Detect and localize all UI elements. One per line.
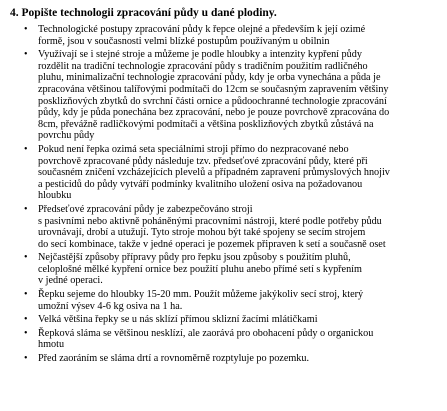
list-item-line: hmotu [38, 339, 65, 351]
list-item-line: formě, jsou v současnosti velmi blízké postupům používaným u obilnin [38, 35, 330, 47]
bullet-icon: • [24, 24, 28, 35]
list-item-line: pluhu, minimalizační technologie zpracování půdy, kdy je orba vynechána a půda je [38, 72, 381, 84]
list-item-line: Předseťové zpracování půdy je zabezpečováno stroji [38, 203, 253, 215]
bullet-icon: • [24, 327, 28, 339]
list-item-line: Před zaoráním se sláma drtí a rovnoměrně rozptyluje po pozemku. [38, 353, 310, 365]
list-item-line: do secí kombinace, takže v jedné operaci je pozemek připraven k setí a současně oset [38, 238, 386, 250]
list-item-line: Pokud není řepka ozimá seta speciálními stroji přímo do nezpracované nebo [38, 143, 349, 155]
list-item-line: celoplošné mělké kypření ornice bez použití pluhu anebo přímé setí s kypřením [38, 263, 362, 275]
list-item-line: Řepku sejeme do hloubky 15-20 mm. Použít můžeme jakýkoliv secí stroj, který [38, 289, 364, 301]
list-item-line: posklizňových zbytků do svrchní části ornice a půdoochranné technologie zpracování [38, 95, 387, 107]
bullet-icon: • [24, 314, 28, 326]
list-item [24, 353, 437, 365]
list-item [24, 314, 437, 326]
list-item-line: půdy, kdy je půda ponechána bez zpracování, nebo je pouze povrchově zpracována do [38, 107, 390, 119]
list-item-line: a pesticidů do půdy vytváří podmínky kvalitního uložení osiva na požadovanou [38, 178, 363, 190]
list-item-line: Technologické postupy zpracování půdy k řepce olejné a především k její ozimé [38, 24, 366, 35]
bullet-icon: • [24, 252, 28, 264]
list-item-line: rozdělit na tradiční technologie zpracování půdy s tradičním použitím radličného [38, 60, 368, 72]
bullet-icon: • [24, 143, 28, 155]
bullet-icon: • [24, 203, 28, 215]
list-item-line: urovnávají, drobí a utužují. Tyto stroje mohou být také spojeny se secím strojem [38, 227, 366, 239]
bullet-icon: • [24, 289, 28, 301]
list-item-line: s pasivními nebo aktivně poháněnými pracovními nástroji, které podle potřeby půdu [38, 215, 382, 227]
bullet-icon: • [24, 49, 28, 61]
list-item [24, 327, 437, 351]
list-item-line: v jedné operaci. [38, 275, 103, 287]
list-item-line: Nejčastější způsoby přípravy půdy pro řepku jsou způsoby s použitím pluhů, [38, 252, 351, 264]
list-item-line: povrchu půdy [38, 130, 95, 142]
section-heading: 4. Popište technologii zpracování půdy u dané plodiny. [10, 7, 277, 19]
list-item [24, 143, 437, 202]
list-item-line: Řepková sláma se většinou nesklízí, ale zaorává pro obohacení půdy o organickou [38, 327, 374, 339]
list-item-line: zpracována většinou talířovými podmítači do 12cm se současným zapravením většiny [38, 83, 389, 95]
list-item-line: povrchově zpracované půdy následuje tzv. předseťové zpracování půdy, které při [38, 155, 368, 167]
list-item-line: umožní výsev 4-6 kg osiva na 1 ha. [38, 300, 183, 312]
list-item-line: Využívají se i stejné stroje a můžeme je podle hloubky a intenzity kypření půdy [38, 49, 362, 61]
bullet-icon: • [24, 353, 28, 365]
list-item-line: 8cm, převážně radličkovými podmítači a většina posklizňových zbytků zůstává na [38, 118, 374, 130]
list-item [24, 289, 437, 312]
list-item [24, 252, 437, 287]
bullet-list [10, 24, 437, 365]
list-item-line: Velká většina řepky se u nás sklízí přímou sklizní žacími mlátičkami [38, 314, 318, 326]
list-item [24, 49, 437, 142]
list-item [24, 203, 437, 250]
list-item-line: hloubku [38, 190, 72, 202]
list-item [24, 24, 437, 47]
list-item-line: současném zničení vzcházejících plevelů a případném zapravení průmyslových hnojiv [38, 167, 390, 179]
